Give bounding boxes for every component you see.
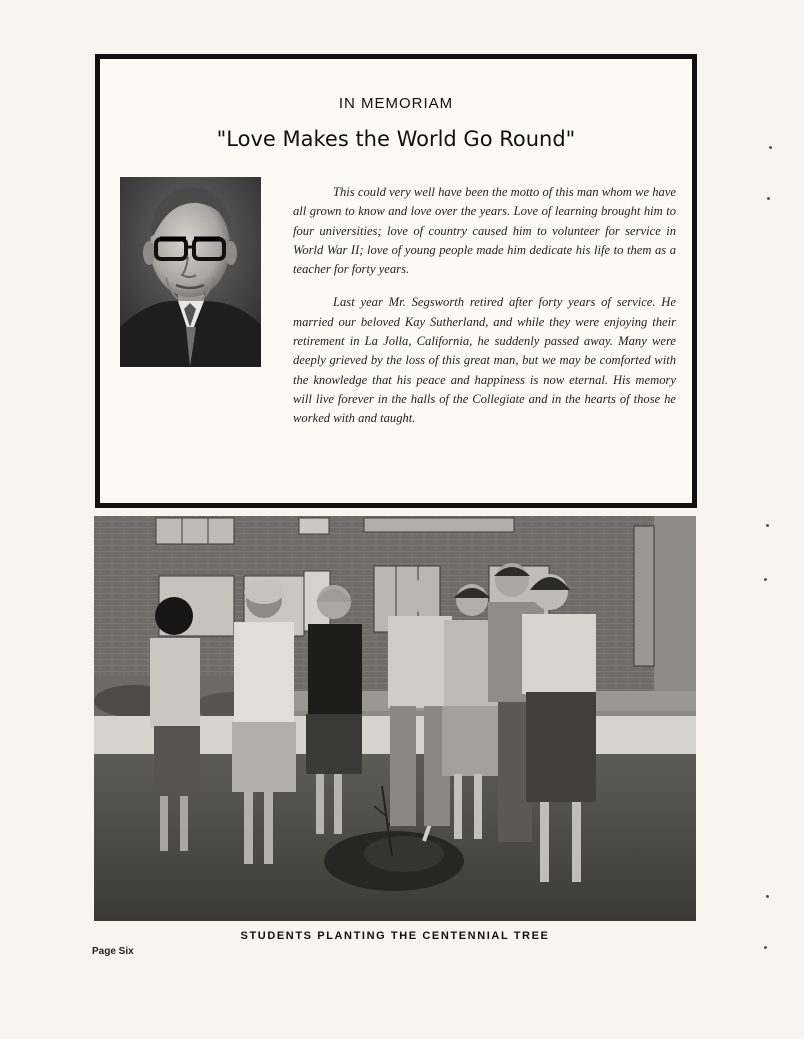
paper-speck	[767, 197, 770, 200]
paper-speck	[766, 524, 769, 527]
photo-caption: STUDENTS PLANTING THE CENTENNIAL TREE	[240, 930, 550, 942]
centennial-tree-photo	[94, 516, 696, 921]
paper-speck	[766, 895, 769, 898]
memorial-box	[95, 54, 697, 508]
memorial-heading: IN MEMORIAM	[338, 95, 454, 112]
memorial-text	[293, 183, 676, 443]
paper-speck	[769, 146, 772, 149]
memorial-paragraph: Last year Mr. Segsworth retired after forty years of service. He married our beloved Kay Sutherland, and while they were enjoying their retirement in La Jolla, California, he suddenly passed away. Many were deeply grieved by the loss of this great man, but we may be comforted with the knowledge that his peace and happiness is now eternal. His memory will live forever in the halls of the Collegiate and in the hearts of those he worked with and taught.	[293, 295, 676, 426]
paper-speck	[764, 578, 767, 581]
paper-speck	[764, 946, 767, 949]
memorial-paragraph: This could very well have been the motto of this man whom we have all grown to know and love over the years. Love of learning brought him to four universities; love of country caused him to volunteer for service in World War II; love of young people made him dedicate his life to them as a teacher for forty years.	[293, 185, 676, 277]
portrait-photo	[120, 177, 261, 367]
page-number: Page Six	[92, 946, 134, 957]
memorial-title: "Love Makes the World Go Round"	[216, 127, 576, 151]
